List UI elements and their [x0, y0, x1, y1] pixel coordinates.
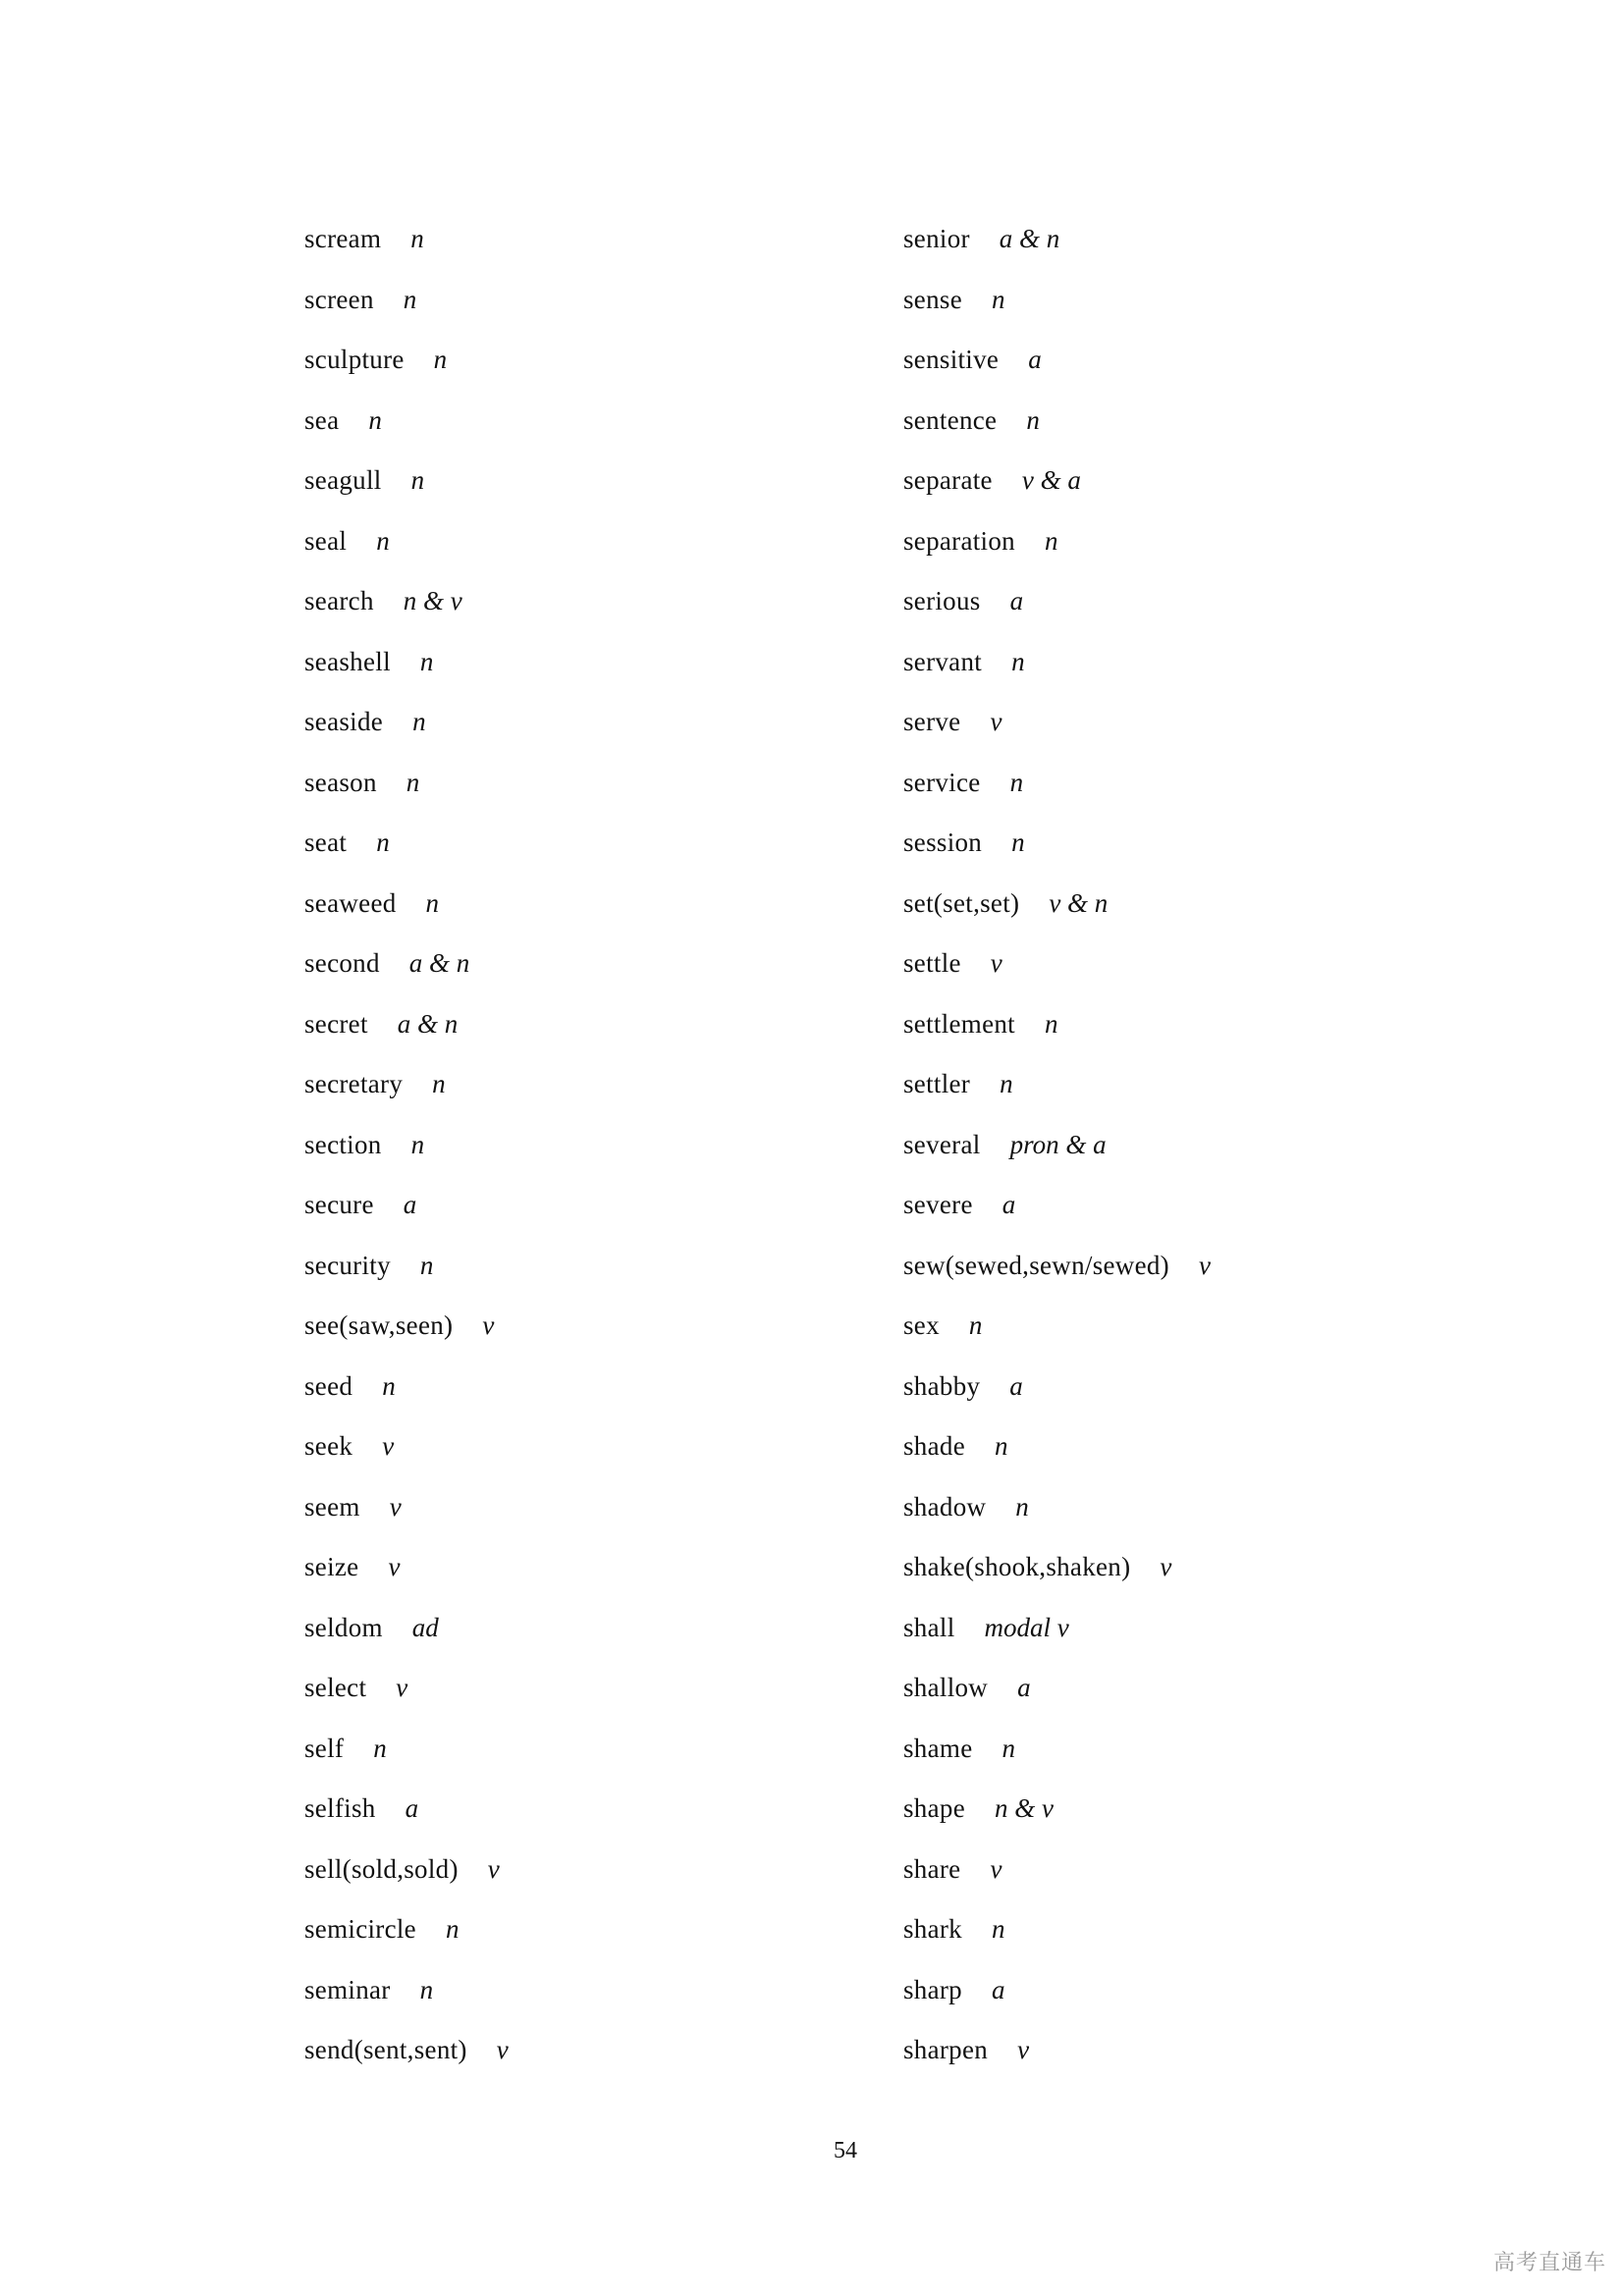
- vocabulary-entry: [304, 1242, 509, 1303]
- entry-part-of-speech: v: [1160, 1552, 1172, 1581]
- entry-part-of-speech: ad: [411, 1612, 439, 1642]
- entry-word: secure: [304, 1190, 374, 1219]
- vocabulary-entry: [903, 1966, 1211, 2027]
- vocabulary-entry: [903, 1725, 1211, 1786]
- vocabulary-entry: [304, 1483, 509, 1544]
- entry-part-of-speech: v: [990, 1853, 1002, 1884]
- entry-word: shallow: [903, 1673, 989, 1702]
- entry-part-of-speech: n: [419, 1974, 434, 2004]
- vocabulary-entry: [903, 1242, 1211, 1303]
- vocabulary-entry: [903, 397, 1211, 457]
- vocabulary-entry: [304, 1000, 509, 1061]
- entry-part-of-speech: v: [482, 1310, 495, 1340]
- entry-part-of-speech: n: [376, 828, 390, 857]
- vocabulary-entry: [304, 1181, 509, 1242]
- entry-part-of-speech: n: [403, 284, 417, 314]
- entry-part-of-speech: n: [1011, 646, 1025, 676]
- entry-part-of-speech: a & n: [999, 224, 1060, 253]
- entry-word: see(saw,seen): [304, 1310, 454, 1340]
- entry-part-of-speech: n: [419, 1250, 434, 1280]
- entry-part-of-speech: v: [487, 1853, 500, 1884]
- entry-word: seminar: [304, 1974, 391, 2004]
- entry-word: shake(shook,shaken): [903, 1552, 1131, 1581]
- entry-word: several: [903, 1129, 981, 1159]
- entry-word: settlement: [903, 1008, 1015, 1039]
- entry-word: service: [903, 767, 981, 797]
- vocabulary-entry: [903, 1000, 1211, 1061]
- entry-part-of-speech: a: [1028, 345, 1042, 374]
- entry-word: semicircle: [304, 1914, 416, 1944]
- vocabulary-entry: [304, 1664, 509, 1725]
- entry-word: seashell: [304, 646, 391, 676]
- entry-word: second: [304, 948, 380, 978]
- entry-word: sensitive: [903, 345, 1000, 374]
- vocabulary-entry: [304, 698, 509, 759]
- vocabulary-entry: [304, 1362, 509, 1423]
- entry-part-of-speech: n: [368, 404, 382, 435]
- vocabulary-entry: [903, 638, 1211, 699]
- entry-part-of-speech: v: [388, 1552, 401, 1581]
- entry-word: sharp: [903, 1974, 962, 2004]
- entry-part-of-speech: n: [1044, 1008, 1058, 1039]
- entry-part-of-speech: n: [373, 1733, 387, 1763]
- vocabulary-entry: [304, 1060, 509, 1121]
- entry-word: seat: [304, 828, 348, 857]
- vocabulary-entry: [304, 819, 509, 880]
- entry-word: shabby: [903, 1370, 981, 1401]
- entry-word: seagull: [304, 465, 382, 495]
- vocabulary-entry: [304, 336, 509, 397]
- entry-part-of-speech: n: [419, 646, 434, 676]
- entry-word: sell(sold,sold): [304, 1853, 459, 1884]
- vocabulary-entry: [304, 456, 509, 517]
- entry-word: separate: [903, 465, 993, 495]
- vocabulary-entry: [304, 2026, 509, 2087]
- vocabulary-entry: [903, 698, 1211, 759]
- entry-word: seal: [304, 525, 348, 556]
- entry-part-of-speech: v & n: [1049, 887, 1109, 918]
- entry-part-of-speech: n: [432, 1069, 446, 1098]
- vocabulary-entry: [304, 939, 509, 1000]
- vocabulary-entry: [304, 1422, 509, 1483]
- entry-part-of-speech: n: [433, 345, 448, 374]
- entry-part-of-speech: n: [1026, 404, 1040, 435]
- vocabulary-entry: [304, 1905, 509, 1966]
- entry-word: sharpen: [903, 2035, 989, 2064]
- entry-part-of-speech: n & v: [403, 586, 462, 615]
- entry-word: search: [304, 586, 374, 615]
- entry-part-of-speech: pron & a: [1009, 1129, 1107, 1159]
- entry-word: shall: [903, 1612, 955, 1642]
- vocabulary-column-right: [903, 215, 1211, 2087]
- vocabulary-entry: [304, 276, 509, 337]
- vocabulary-entry: [903, 1845, 1211, 1906]
- vocabulary-entry: [903, 939, 1211, 1000]
- entry-part-of-speech: v: [990, 707, 1002, 736]
- entry-part-of-speech: n: [1009, 767, 1024, 797]
- entry-part-of-speech: a & n: [408, 948, 470, 978]
- entry-word: shade: [903, 1431, 965, 1461]
- entry-part-of-speech: a: [1009, 586, 1024, 615]
- entry-part-of-speech: v: [990, 948, 1002, 978]
- entry-part-of-speech: n: [410, 465, 425, 495]
- entry-part-of-speech: n: [410, 224, 424, 253]
- vocabulary-entry: [304, 577, 509, 638]
- vocabulary-entry: [903, 1362, 1211, 1423]
- entry-part-of-speech: v: [1198, 1250, 1211, 1280]
- entry-word: shark: [903, 1914, 962, 1944]
- entry-word: secret: [304, 1008, 368, 1039]
- entry-word: sculpture: [304, 345, 405, 374]
- vocabulary-entry: [903, 336, 1211, 397]
- vocabulary-entry: [903, 1543, 1211, 1604]
- entry-word: settle: [903, 948, 961, 978]
- vocabulary-entry: [903, 1422, 1211, 1483]
- page-number: 54: [834, 2138, 857, 2163]
- entry-word: settler: [903, 1069, 971, 1098]
- vocabulary-entry: [903, 880, 1211, 940]
- entry-part-of-speech: modal v: [984, 1612, 1069, 1642]
- entry-part-of-speech: n: [445, 1914, 460, 1944]
- entry-part-of-speech: n: [406, 767, 420, 797]
- entry-word: scream: [304, 224, 382, 253]
- vocabulary-entry: [903, 1664, 1211, 1725]
- entry-part-of-speech: v: [496, 2035, 509, 2064]
- vocabulary-entry: [903, 1905, 1211, 1966]
- entry-part-of-speech: n: [991, 284, 1005, 314]
- vocabulary-entry: [903, 517, 1211, 578]
- entry-word: servant: [903, 646, 983, 676]
- entry-part-of-speech: a: [403, 1190, 417, 1219]
- entry-word: screen: [304, 284, 374, 314]
- entry-part-of-speech: n: [1044, 525, 1058, 556]
- vocabulary-entry: [903, 1060, 1211, 1121]
- entry-word: set(set,set): [903, 887, 1020, 918]
- entry-part-of-speech: a: [405, 1793, 419, 1823]
- vocabulary-entry: [903, 2026, 1211, 2087]
- vocabulary-entry: [903, 577, 1211, 638]
- entry-part-of-speech: a: [1017, 1673, 1031, 1702]
- vocabulary-entry: [903, 819, 1211, 880]
- vocabulary-entry: [304, 1302, 509, 1362]
- vocabulary-entry: [304, 215, 509, 276]
- entry-word: seed: [304, 1370, 353, 1401]
- entry-word: serve: [903, 707, 961, 736]
- entry-part-of-speech: n: [994, 1431, 1008, 1461]
- entry-part-of-speech: n: [425, 887, 440, 918]
- vocabulary-entry: [304, 759, 509, 820]
- entry-word: shame: [903, 1733, 973, 1763]
- entry-part-of-speech: n: [376, 525, 390, 556]
- entry-word: sea: [304, 404, 340, 435]
- entry-part-of-speech: n: [382, 1370, 396, 1401]
- vocabulary-entry: [903, 215, 1211, 276]
- entry-part-of-speech: a: [1009, 1370, 1023, 1401]
- entry-part-of-speech: n: [1001, 1733, 1015, 1763]
- entry-part-of-speech: v: [396, 1673, 408, 1702]
- entry-part-of-speech: a & n: [397, 1008, 459, 1039]
- entry-part-of-speech: a: [991, 1974, 1005, 2004]
- entry-word: shape: [903, 1793, 965, 1823]
- vocabulary-column-left: [304, 215, 509, 2087]
- entry-word: seaside: [304, 707, 384, 736]
- entry-part-of-speech: v: [382, 1431, 395, 1461]
- vocabulary-entry: [304, 1604, 509, 1665]
- entry-part-of-speech: n: [1000, 1069, 1013, 1098]
- entry-word: selfish: [304, 1793, 376, 1823]
- entry-part-of-speech: v: [1017, 2035, 1030, 2064]
- entry-part-of-speech: n: [991, 1914, 1005, 1944]
- entry-word: season: [304, 767, 377, 797]
- vocabulary-entry: [304, 1121, 509, 1182]
- entry-word: seldom: [304, 1612, 383, 1642]
- entry-word: sentence: [903, 404, 998, 435]
- vocabulary-entry: [304, 638, 509, 699]
- vocabulary-entry: [903, 1483, 1211, 1544]
- watermark-text: 高考直通车: [1492, 2251, 1606, 2275]
- entry-word: seaweed: [304, 887, 397, 918]
- entry-word: senior: [903, 224, 970, 253]
- entry-part-of-speech: n: [410, 1129, 425, 1159]
- entry-part-of-speech: v & a: [1021, 465, 1081, 495]
- entry-word: shadow: [903, 1491, 987, 1522]
- entry-word: sense: [903, 284, 962, 314]
- entry-word: serious: [903, 586, 981, 615]
- entry-word: send(sent,sent): [304, 2035, 467, 2064]
- entry-word: select: [304, 1673, 367, 1702]
- entry-word: secretary: [304, 1069, 404, 1098]
- vocabulary-entry: [903, 1181, 1211, 1242]
- entry-word: sew(sewed,sewn/sewed): [903, 1250, 1169, 1280]
- vocabulary-entry: [903, 1604, 1211, 1665]
- vocabulary-entry: [903, 456, 1211, 517]
- entry-word: session: [903, 828, 983, 857]
- entry-word: separation: [903, 525, 1015, 556]
- entry-part-of-speech: n: [968, 1310, 983, 1340]
- entry-word: security: [304, 1250, 391, 1280]
- entry-part-of-speech: n & v: [994, 1793, 1054, 1823]
- entry-word: section: [304, 1129, 382, 1159]
- vocabulary-entry: [903, 1121, 1211, 1182]
- entry-part-of-speech: a: [1001, 1190, 1016, 1219]
- vocabulary-entry: [903, 1302, 1211, 1362]
- entry-word: self: [304, 1733, 345, 1763]
- entry-word: share: [903, 1853, 961, 1884]
- vocabulary-entry: [304, 1543, 509, 1604]
- entry-word: seem: [304, 1491, 360, 1522]
- entry-part-of-speech: n: [1015, 1491, 1029, 1522]
- vocabulary-entry: [304, 1845, 509, 1906]
- vocabulary-entry: [304, 1725, 509, 1786]
- vocabulary-entry: [903, 1785, 1211, 1845]
- vocabulary-entry: [304, 1966, 509, 2027]
- vocabulary-entry: [304, 880, 509, 940]
- vocabulary-entry: [903, 276, 1211, 337]
- vocabulary-entry: [304, 397, 509, 457]
- entry-word: sex: [903, 1310, 940, 1340]
- vocabulary-entry: [304, 517, 509, 578]
- vocabulary-entry: [903, 759, 1211, 820]
- entry-word: seize: [304, 1552, 359, 1581]
- entry-word: severe: [903, 1190, 973, 1219]
- entry-word: seek: [304, 1431, 353, 1461]
- vocabulary-entry: [304, 1785, 509, 1845]
- entry-part-of-speech: n: [412, 707, 426, 736]
- entry-part-of-speech: n: [1011, 828, 1025, 857]
- entry-part-of-speech: v: [389, 1491, 402, 1522]
